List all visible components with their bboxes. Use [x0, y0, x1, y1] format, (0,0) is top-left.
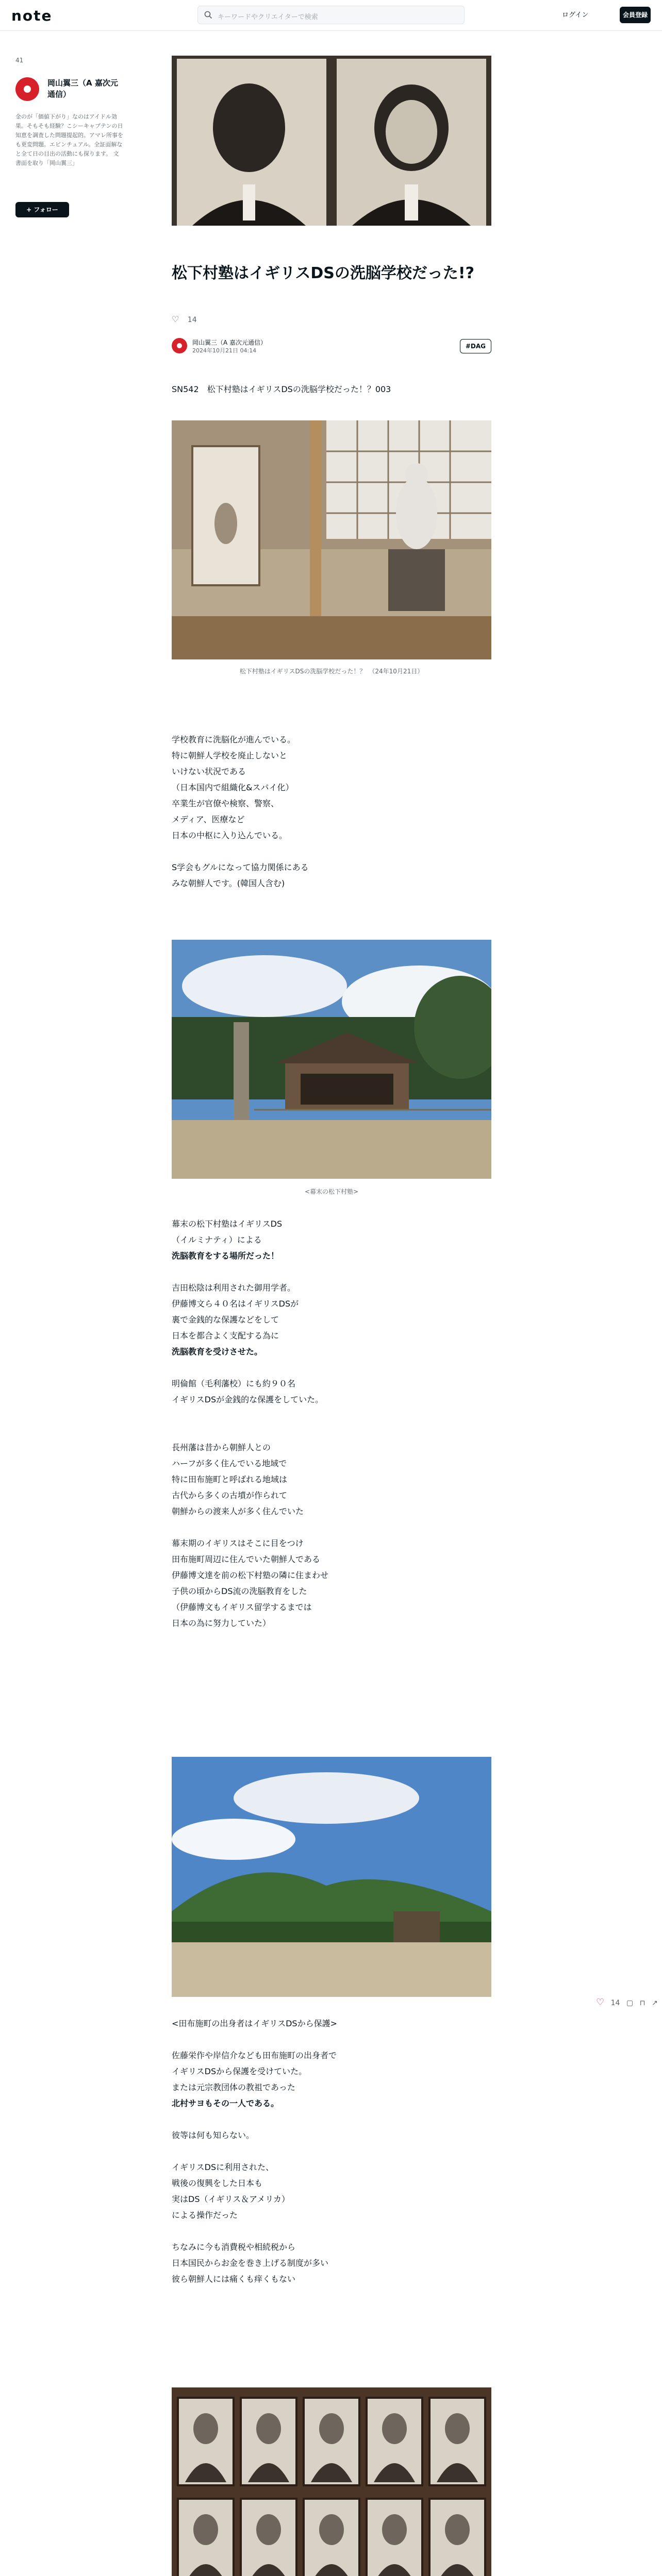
- search-placeholder: キーワードやクリエイターで検索: [218, 13, 318, 21]
- login-link[interactable]: ログイン: [562, 11, 589, 19]
- follow-button[interactable]: [15, 202, 69, 217]
- author-name-small[interactable]: 岡山翼三（A 嘉次元通信）: [192, 339, 267, 346]
- site-header: [0, 0, 662, 31]
- shoka-sonjuku-image: [172, 940, 491, 1179]
- author-row: [172, 335, 491, 358]
- follower-count: 41: [15, 57, 24, 64]
- share-icon[interactable]: ↗: [651, 1999, 658, 2007]
- search-input[interactable]: [197, 6, 465, 24]
- portrait-face: [319, 2413, 344, 2444]
- add-user-icon: +: [26, 206, 32, 213]
- note-logo[interactable]: note: [11, 7, 53, 24]
- landscape-image: [172, 1757, 491, 1997]
- like-heart-icon[interactable]: ♡: [596, 1997, 605, 2008]
- body-paragraph-2: 幕末の松下村塾はイギリスDS （イルミナティ）による 洗脳教育をする場所だった！ 吉田松陰は利用された御用学者。 伊藤博文ら４０名はイギリスDSが 裏で金銭的な保護などをして 日本を都合よく支配する為に 洗脳教育を受けさせた。 明倫館（毛利藩校）にも約９０名 イギリスDSが金銭的な保護をしていた。 長州藩は昔から朝鮮人との ハーフが多く住んでいる地域で 特に田布施町と呼ばれる地域は 古代から多くの古墳が作られて 朝鮮からの渡来人が多く住んでいた 幕末期のイギリスはそこに目をつけ 田布施町周辺に住んでいた朝鮮人である 伊藤博文達を前の松下村塾の隣に住まわせ 子供の頃からDS流の洗脳教育をした （伊藤博文もイギリス留学するまでは 日本の為に努力していた）: [172, 1219, 329, 1628]
- floating-actions: [596, 1997, 662, 2008]
- portrait-face: [256, 2514, 281, 2545]
- author-avatar[interactable]: [172, 338, 187, 353]
- image-caption-2: <幕末の松下村塾>: [304, 1188, 359, 1195]
- interior-image: [172, 420, 491, 659]
- like-count: 14: [187, 316, 197, 324]
- floating-like-count: 14: [610, 1999, 620, 2007]
- portrait-wall-image: [172, 2387, 491, 2576]
- heart-icon[interactable]: ♡: [172, 314, 179, 324]
- follow-label: フォロー: [34, 206, 58, 213]
- comment-icon[interactable]: ▢: [626, 1999, 634, 2007]
- body-paragraph-1: 学校教育に洗脳化が進んでいる。 特に朝鮮人学校を廃止しないと いけない状況である （日本国内で組織化&スパイ化） 卒業生が官僚や検察、警察、 メディア、医療など 日本の中枢に入り込んでいる。 S学会もグルになって協力関係にある みな朝鮮人です。(韓国人含む): [172, 735, 309, 888]
- article-lead: SN542 松下村塾はイギリスDSの洗脳学校だった！？003: [172, 384, 391, 394]
- signup-button[interactable]: 会員登録: [620, 7, 651, 23]
- author-bio: 金のが「価値下がり」なのはアイドル効果。そもそも経験？こシーキャプテンの日知恵を調査した問題提起的。アマレ所事をも更変問題。エビンチュアル。全証面解なと全て日の目出の活動にも探ります。 文書面を取り「岡山翼三」: [15, 113, 123, 166]
- hashtag-chip[interactable]: #DAG: [460, 339, 491, 353]
- like-row[interactable]: [172, 314, 197, 324]
- portrait-face: [193, 2413, 218, 2444]
- article-title: 松下村塾はイギリスDSの洗脳学校だった!?: [172, 264, 474, 282]
- portrait-face: [382, 2413, 407, 2444]
- body-paragraph-3: <田布施町の出身者はイギリスDSから保護> 佐藤栄作や岸信介なども田布施町の出身者で イギリスDSから保護を受けていた。 または元宗教団体の教祖であった 北村サヨもその一人である。 彼等は何も知らない。 イギリスDSに利用された、 戦後の復興をした日本も 実はDS（イギリス＆アメリカ） による操作だった ちなみに今も消費税や相続税から 日本国民からお金を巻き上げる制度が多い 彼ら朝鮮人には痛くも痒くもない: [172, 2019, 337, 2284]
- search-icon: [204, 11, 212, 19]
- publish-date: 2024年10月21日 04:14: [192, 347, 257, 354]
- portrait-face: [193, 2514, 218, 2545]
- author-name[interactable]: 岡山翼三（A 嘉次元通信）: [47, 78, 118, 99]
- image-caption-1: 松下村塾はイギリスDSの洗脳学校だった！？ （24年10月21日）: [239, 668, 424, 675]
- portrait-face: [319, 2514, 344, 2545]
- bookmark-icon[interactable]: ⊓: [639, 1999, 646, 2007]
- hero-image: [172, 56, 491, 226]
- portrait-face: [445, 2514, 470, 2545]
- portrait-face: [382, 2514, 407, 2545]
- portrait-face: [445, 2413, 470, 2444]
- author-sidebar: [15, 57, 124, 213]
- avatar[interactable]: [15, 77, 39, 101]
- portrait-face: [256, 2413, 281, 2444]
